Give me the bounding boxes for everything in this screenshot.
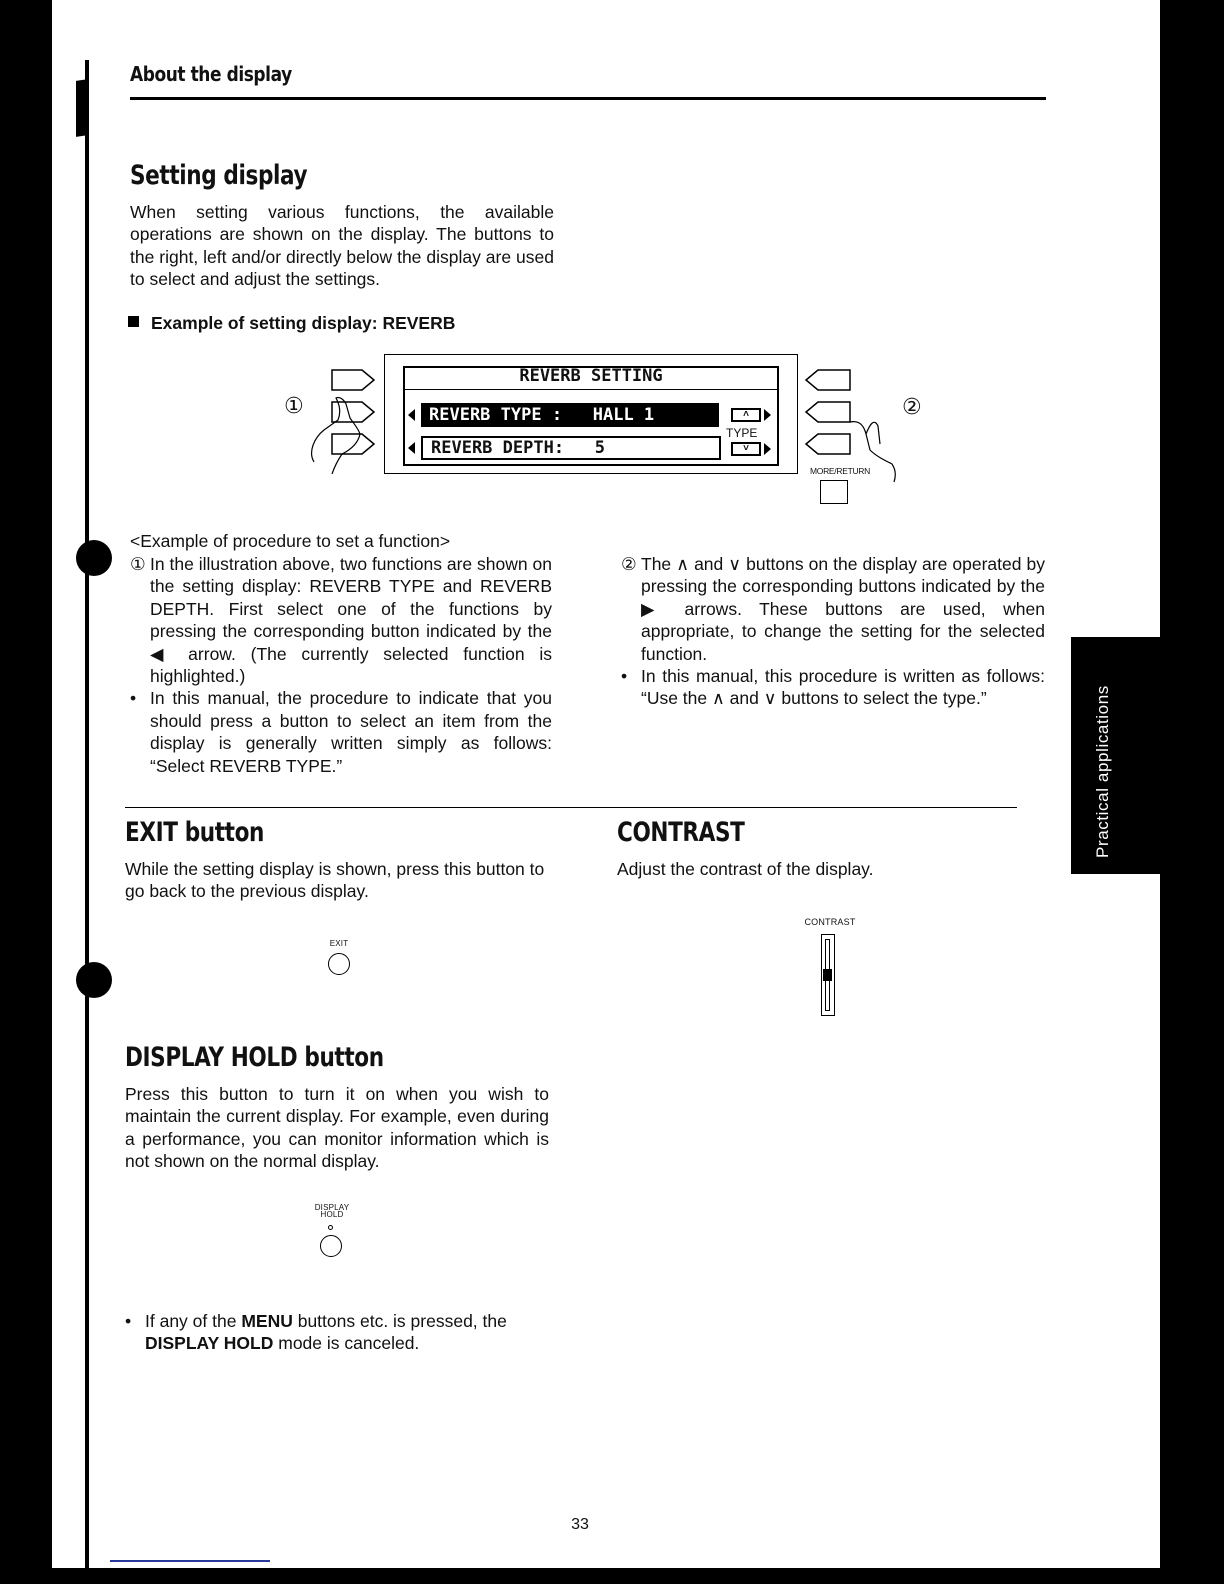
example-title-text: Example of setting display: REVERB (151, 313, 456, 333)
select-arrow-left-icon (408, 409, 415, 421)
display-hold-note (125, 1310, 555, 1355)
left-arrow-icon: ◀ (150, 643, 174, 664)
type-label: TYPE (726, 426, 758, 440)
pressing-hand-icon (312, 397, 360, 474)
left-side-buttons-illustration (280, 364, 390, 474)
note-marker: • (125, 1311, 132, 1331)
note-text-a: If any of the (145, 1311, 242, 1331)
step-2 (621, 553, 1045, 710)
contrast-title: CONTRAST (617, 817, 745, 848)
bullet-2-marker: • (621, 666, 628, 687)
exit-button-label: EXIT (329, 939, 349, 948)
procedure-heading: <Example of procedure to set a function> (130, 531, 451, 551)
step-2-text-a: The ∧ and ∨ buttons on the display are operated by pressing the corresponding buttons indicated by the (641, 554, 1045, 597)
bullet-1-marker: • (130, 688, 137, 709)
bullet-1-text: In this manual, the procedure to indicate that you should press a button to select an item from the display is generally written simply as follows: “Select REVERB TYPE.” (150, 688, 552, 776)
callout-1-label: ① (284, 393, 304, 418)
lcd-row-reverb-depth: REVERB DEPTH: 5 (421, 436, 721, 460)
step-2-marker: ② (621, 554, 637, 574)
step-1 (130, 553, 552, 777)
header-rule (130, 97, 1046, 100)
display-hold-label-line1: DISPLAY (314, 1203, 350, 1212)
lcd-row-reverb-type: REVERB TYPE : HALL 1 (421, 403, 719, 427)
step-1-text-a: In the illustration above, two functions are shown on the setting display: REVERB TYPE and REVERB DEPTH. First select one of the functions by pressing the corresponding button indicated by the (150, 554, 552, 642)
side-tab (1071, 637, 1160, 874)
note-text-c: mode is canceled. (273, 1333, 420, 1354)
exit-text: While the setting display is shown, press this button to go back to the previous display. (125, 859, 545, 902)
page-header: About the display (130, 62, 292, 86)
step-1-text-b: arrow. (The currently selected function is highlighted.) (150, 643, 552, 687)
side-tab-label: Practical applications (1093, 685, 1112, 858)
contrast-text: Adjust the contrast of the display. (617, 859, 874, 879)
note-display-hold: DISPLAY HOLD (145, 1333, 274, 1354)
scan-artifact-line (110, 1560, 270, 1562)
right-button-2 (806, 402, 850, 422)
punch-hole-bottom (76, 962, 112, 998)
binding-wedge (76, 79, 88, 137)
page-number: 33 (571, 1516, 589, 1533)
section-divider (125, 807, 1017, 808)
punch-hole-top (76, 540, 112, 576)
display-hold-button (320, 1235, 342, 1257)
display-hold-button-label (310, 1204, 354, 1218)
contrast-slider-knob (823, 969, 832, 981)
down-button-icon: ˅ (731, 442, 761, 456)
scan-border-left (0, 0, 52, 1584)
display-hold-label-line2: HOLD (320, 1210, 344, 1219)
step-1-marker: ① (130, 554, 146, 574)
bullet-2-text: In this manual, this procedure is written as follows: “Use the ∧ and ∨ buttons to select the type.” (641, 666, 1045, 709)
contrast-slider (821, 934, 835, 1016)
step-2-text-b: arrows. These buttons are used, when appropriate, to change the setting for the selected function. (641, 598, 1045, 664)
note-text-b: buttons etc. is pressed, the (292, 1311, 507, 1331)
right-button-1 (806, 370, 850, 390)
lcd-title: REVERB SETTING (519, 366, 663, 386)
scan-border-right (1160, 0, 1224, 1584)
left-button-3 (332, 434, 374, 454)
up-button-icon: ˄ (731, 408, 761, 422)
more-return-button (820, 480, 848, 504)
square-bullet-icon (128, 316, 139, 327)
example-title (128, 313, 455, 334)
right-arrow-icon: ▶ (641, 598, 668, 619)
lcd-title-rule (403, 389, 779, 390)
contrast-slider-label: CONTRAST (804, 917, 856, 927)
exit-button (328, 953, 350, 975)
display-hold-text: Press this button to turn it on when you wish to maintain the current display. For example, even during a performance, you can monitor information which is not shown on the normal display. (125, 1084, 549, 1172)
note-menu: MENU (241, 1311, 293, 1331)
right-button-3 (806, 434, 850, 454)
more-return-label: MORE/RETURN (810, 466, 870, 476)
exit-title: EXIT button (125, 817, 265, 848)
setting-display-title: Setting display (130, 160, 308, 191)
select-arrow-right-icon (764, 409, 771, 421)
binding-bar (85, 60, 89, 1568)
left-button-1 (332, 370, 374, 390)
select-arrow-left-icon-2 (408, 442, 415, 454)
display-hold-indicator-lamp (328, 1225, 333, 1230)
select-arrow-right-icon-2 (764, 443, 771, 455)
scan-border-bottom (0, 1568, 1224, 1584)
setting-display-intro: When setting various functions, the available operations are shown on the display. The buttons to the right, left and/or directly below the display are used to select and adjust the settings. (130, 202, 554, 290)
scan-margin (52, 0, 89, 1568)
callout-2-label: ② (902, 394, 922, 419)
display-hold-title: DISPLAY HOLD button (125, 1042, 384, 1073)
